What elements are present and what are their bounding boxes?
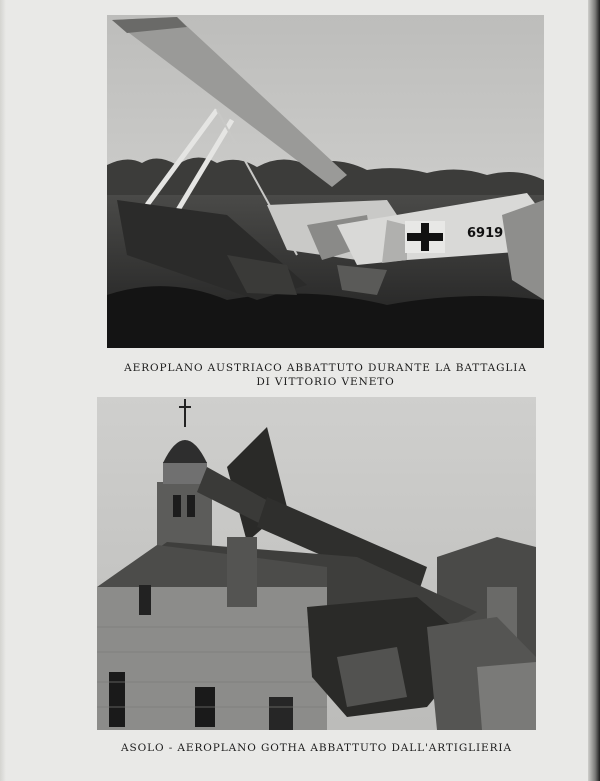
caption-austrian-airplane-line1: AEROPLANO AUSTRIACO ABBATTUTO DURANTE LA BATTAGLIA — [124, 362, 527, 374]
caption-gotha-airplane — [97, 741, 536, 755]
photo-gotha-airplane — [97, 397, 536, 730]
photo-gotha-airplane-image — [97, 397, 536, 730]
page-edge-right — [588, 0, 600, 781]
caption-austrian-airplane — [107, 361, 544, 389]
fuselage-number: 6919 — [467, 226, 504, 241]
caption-austrian-airplane-line2: DI VITTORIO VENETO — [256, 376, 395, 388]
page-edge-left — [0, 0, 6, 781]
photo-austrian-airplane-image — [107, 15, 544, 348]
caption-gotha-airplane-text: ASOLO - AEROPLANO GOTHA ABBATTUTO DALL'ARTIGLIERIA — [121, 742, 512, 754]
photo-austrian-airplane — [107, 15, 544, 348]
